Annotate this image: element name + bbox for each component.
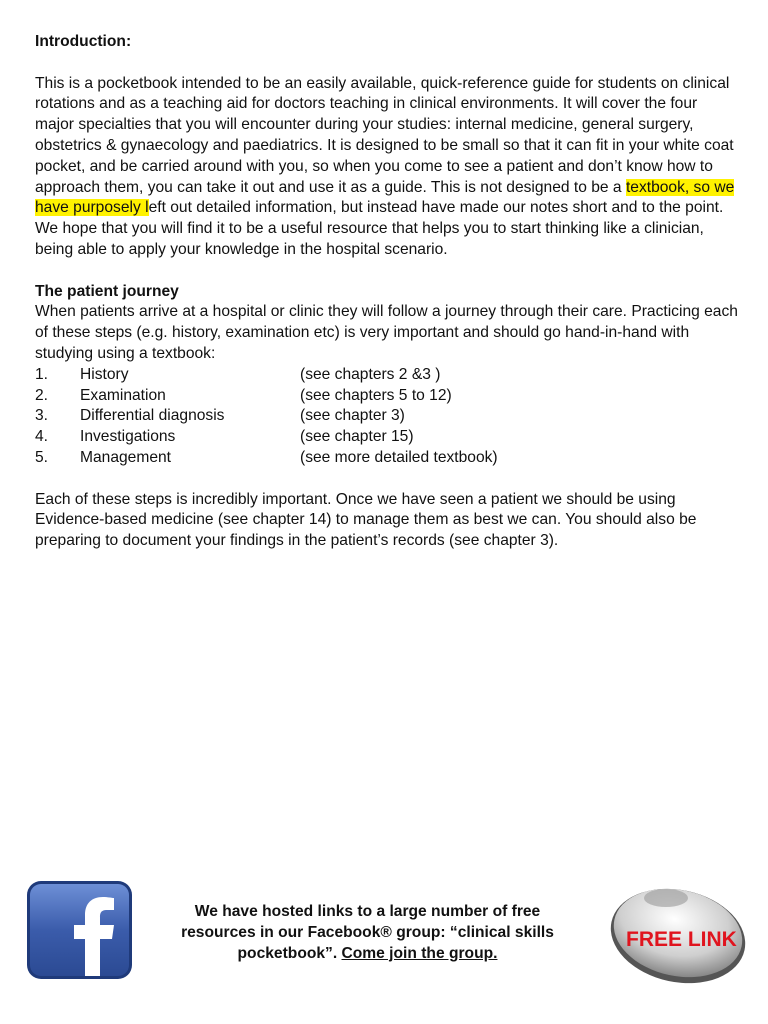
step-name: Management — [80, 448, 172, 466]
list-item — [35, 386, 740, 407]
list-item — [35, 406, 740, 427]
promo-text: We have hosted links to a large number of free resources in our Facebook® group: “clinical skills pocketbook”. — [181, 903, 554, 962]
join-group-link[interactable]: Come join the group. — [341, 944, 498, 962]
step-reference: (see chapter 15) — [300, 428, 414, 446]
step-number: 3. — [35, 407, 49, 425]
closing-paragraph: Each of these steps is incredibly important. Once we have seen a patient we should be using Evidence-based medicine (see chapter 14) to manage them as best we can. You should also be preparing to document your findings in the patient’s records (see chapter 3). — [35, 490, 697, 550]
free-link-label: FREE LINK — [626, 928, 737, 951]
step-name: Differential diagnosis — [80, 407, 225, 425]
step-number: 4. — [35, 428, 49, 446]
step-reference: (see chapters 2 &3 ) — [300, 365, 441, 383]
facebook-logo-icon[interactable] — [25, 879, 134, 981]
step-reference: (see chapters 5 to 12) — [300, 386, 452, 404]
intro-text-start: This is a pocketbook intended to be an easily available, quick-reference guide for students on clinical rotations and as a teaching aid for doctors teaching in clinical environments. It will cover the four major specialties that you will encounter during your studies: internal medicine, general surgery, obstetrics & gynaecology and paediatrics. It is designed to be small so that it can fit in your white coat pocket, and be carried around with you, so when you come to see a patient and don’t know how to approach them, you can take it out and use it as a guide. This is not designed to be a — [35, 74, 734, 196]
footer-banner — [0, 870, 768, 1000]
step-reference: (see chapter 3) — [300, 407, 405, 425]
step-reference: (see more detailed textbook) — [300, 448, 498, 466]
step-name: Investigations — [80, 428, 176, 446]
step-number: 1. — [35, 365, 49, 383]
step-name: History — [80, 365, 129, 383]
highlighted-text: textbook, so we have purposely l — [35, 178, 735, 217]
list-item — [35, 365, 740, 386]
computer-mouse-icon[interactable] — [606, 878, 756, 988]
journey-heading: The patient journey — [35, 282, 179, 300]
list-item — [35, 448, 740, 469]
journey-paragraph: When patients arrive at a hospital or clinic they will follow a journey through their care. Practicing each of these steps (e.g. history, examination etc) is very important and should go hand-in-hand with studying using a textbook: — [35, 303, 738, 362]
step-number: 5. — [35, 448, 49, 466]
steps-list — [35, 365, 740, 469]
facebook-promo-text — [170, 902, 565, 964]
list-item — [35, 427, 740, 448]
intro-heading: Introduction: — [35, 33, 132, 50]
step-number: 2. — [35, 386, 49, 404]
step-name: Examination — [80, 386, 166, 404]
intro-paragraph — [35, 74, 740, 261]
intro-text-end: eft out detailed information, but instead have made our notes short and to the point. We hope that you will find it to be a useful resource that helps you to start thinking like a clinician, being able to apply your knowledge in the hospital scenario. — [35, 199, 724, 258]
document-page — [35, 32, 740, 552]
